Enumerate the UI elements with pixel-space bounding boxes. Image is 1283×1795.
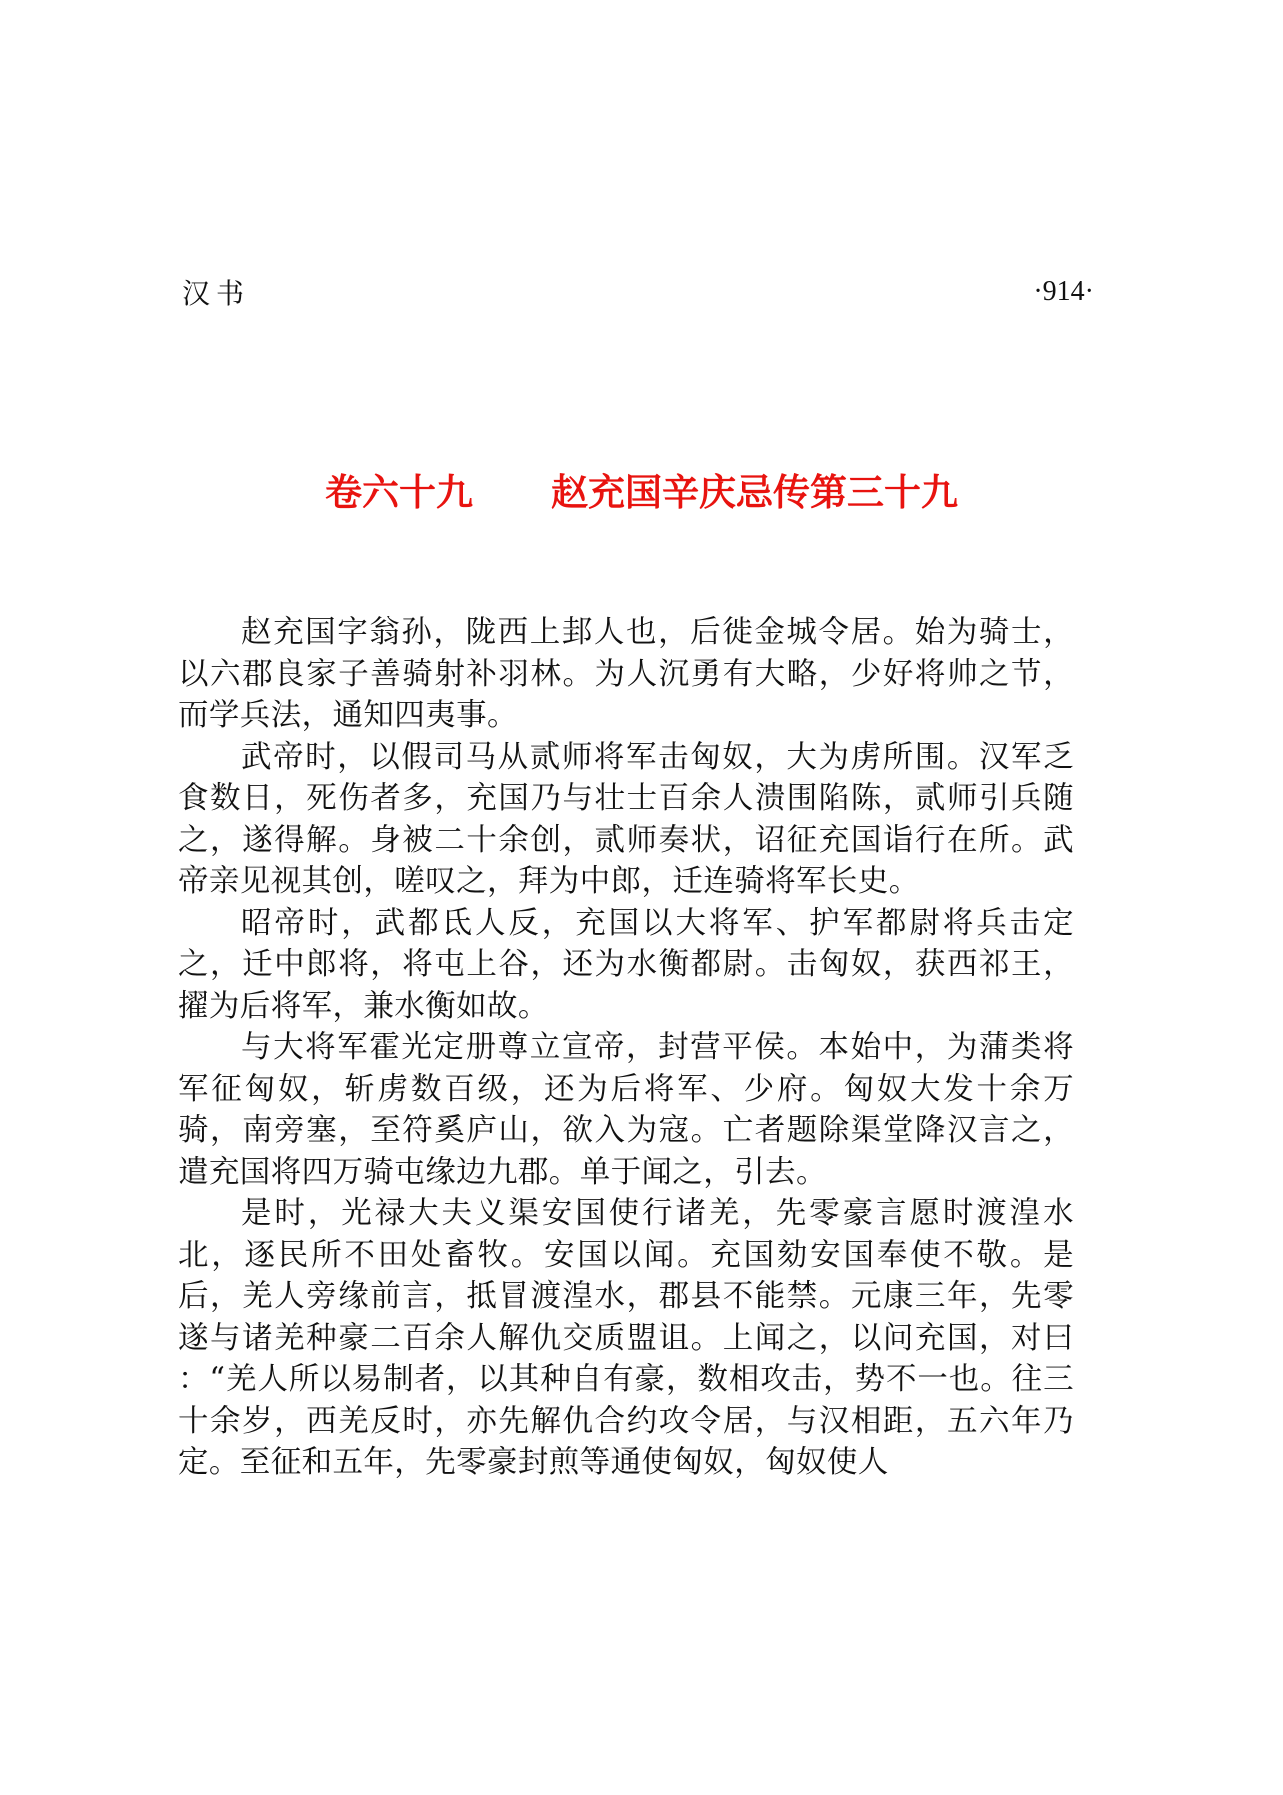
paragraph: 是时，光禄大夫义渠安国使行诸羌，先零豪言愿时渡湟水北，逐民所不田处畜牧。安国以闻。充国劾安国奉使不敬。是后，羌人旁缘前言，抵冒渡湟水，郡县不能禁。元康三年，先零遂与诸羌种豪二百余人解仇交质盟诅。上闻之，以问充国，对曰 ：“羌人所以易制者，以其种自有豪，数相攻击，势不一也。往三十余岁，西羌反时，亦先解仇合约攻令居，与汉相距，五六年乃定。至征和五年，先零豪封煎等通使匈奴，匈奴使人 xyxy=(178,1196,1074,1480)
running-head xyxy=(182,272,1094,312)
paragraph: 与大将军霍光定册尊立宣帝，封营平侯。本始中，为蒲类将军征匈奴，斩虏数百级，还为后将军、少府。匈奴大发十余万骑，南旁塞，至符奚庐山，欲入为寇。亡者题除渠堂降汉言之，遣充国将四万骑屯缘边九郡。单于闻之，引去。 xyxy=(178,1030,1074,1190)
paragraph: 武帝时，以假司马从贰师将军击匈奴，大为虏所围。汉军乏食数日，死伤者多，充国乃与壮士百余人溃围陷陈，贰师引兵随之，遂得解。身被二十余创，贰师奏状，诏征充国诣行在所。武帝亲见视其创，嗟叹之，拜为中郎，迁连骑将军长史。 xyxy=(178,739,1074,899)
chapter-volume: 卷六十九 xyxy=(325,471,473,514)
body-text xyxy=(178,612,1074,1484)
chapter-heading xyxy=(0,462,1283,516)
page-number: ·914· xyxy=(1033,276,1094,307)
book-title: 汉书 xyxy=(182,277,251,310)
chapter-title: 赵充国辛庆忌传第三十九 xyxy=(551,471,958,514)
paragraph: 昭帝时，武都氐人反，充国以大将军、护军都尉将兵击定之，迁中郎将，将屯上谷，还为水衡都尉。击匈奴，获西祁王，擢为后将军，兼水衡如故。 xyxy=(178,905,1074,1024)
paragraph: 赵充国字翁孙，陇西上邽人也，后徙金城令居。始为骑士，以六郡良家子善骑射补羽林。为人沉勇有大略，少好将帅之节，而学兵法，通知四夷事。 xyxy=(178,615,1074,733)
